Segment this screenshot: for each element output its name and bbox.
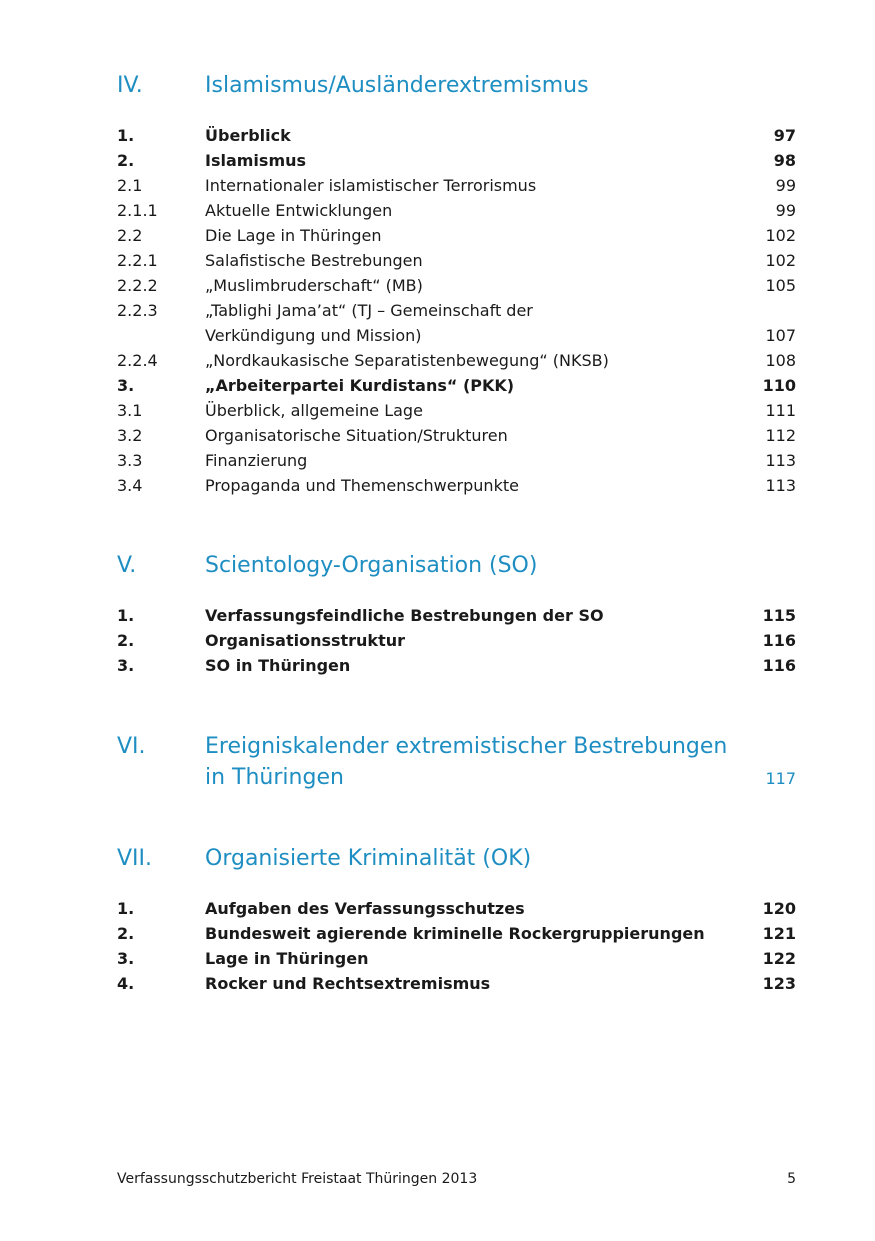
footer-title: Verfassungsschutzbericht Freistaat Thüringen 2013	[117, 1171, 478, 1187]
entry-title: Finanzierung	[205, 451, 308, 470]
entry-title: Propaganda und Themenschwerpunkte	[205, 476, 519, 495]
entry-title: Islamismus	[205, 151, 307, 170]
entry-title: „Tablighi Jama’at“ (TJ – Gemeinschaft der	[205, 301, 533, 320]
entry-page: 120	[762, 899, 796, 918]
entry-page: 107	[765, 326, 796, 345]
page-number: 5	[787, 1171, 796, 1187]
entry-number: 2.1.1	[117, 201, 158, 220]
entry-number: 4.	[117, 974, 135, 993]
toc-entry-continuation[interactable]	[117, 323, 796, 348]
chapter-title: Organisierte Kriminalität (OK)	[205, 846, 532, 871]
entry-number: 3.	[117, 656, 135, 675]
entry-number: 2.2	[117, 226, 143, 245]
chapter-number: V.	[117, 553, 137, 578]
toc-entry[interactable]	[117, 473, 796, 498]
chapter-title-line: in Thüringen	[205, 765, 344, 790]
entry-title: Rocker und Rechtsextremismus	[205, 974, 491, 993]
entry-number: 2.	[117, 631, 135, 650]
entry-page: 102	[765, 251, 796, 270]
entry-title: Aufgaben des Verfassungsschutzes	[205, 899, 525, 918]
chapter-number: IV.	[117, 73, 143, 98]
chapter-heading	[117, 70, 796, 101]
chapter-title	[205, 731, 736, 793]
chapter-title-line: Ereigniskalender extremistischer Bestrebungen	[205, 734, 728, 759]
entry-page: 113	[765, 476, 796, 495]
toc-entry[interactable]	[117, 198, 796, 223]
entry-title: Überblick	[205, 126, 291, 145]
toc-entry[interactable]	[117, 298, 796, 323]
entry-number: 1.	[117, 606, 135, 625]
page-footer	[117, 1169, 796, 1189]
entry-number: 3.4	[117, 476, 143, 495]
entry-number: 3.2	[117, 426, 143, 445]
entry-page: 98	[773, 151, 796, 170]
chapter-title: Islamismus/Ausländerextremismus	[205, 73, 589, 98]
entry-number: 3.1	[117, 401, 143, 420]
chapter-vii	[117, 843, 796, 996]
entry-number: 2.	[117, 151, 135, 170]
entry-title: Salafistische Bestrebungen	[205, 251, 423, 270]
entry-title: Überblick, allgemeine Lage	[205, 401, 423, 420]
entry-title: „Nordkaukasische Separatistenbewegung“ (NKSB)	[205, 351, 609, 370]
toc-entry[interactable]	[117, 148, 796, 173]
chapter-number: VII.	[117, 846, 153, 871]
toc-entry[interactable]	[117, 273, 796, 298]
chapter-heading	[117, 550, 796, 581]
entry-page	[736, 298, 796, 323]
entry-number: 1.	[117, 899, 135, 918]
toc-entry[interactable]	[117, 173, 796, 198]
entry-page: 102	[765, 226, 796, 245]
entry-page: 116	[762, 656, 796, 675]
entry-page: 110	[762, 376, 796, 395]
entry-number: 2.2.4	[117, 351, 158, 370]
toc-entry[interactable]	[117, 223, 796, 248]
toc-entry[interactable]	[117, 603, 796, 628]
entry-number: 2.1	[117, 176, 143, 195]
toc-entry[interactable]	[117, 921, 796, 946]
entry-page: 116	[762, 631, 796, 650]
toc-entry[interactable]	[117, 896, 796, 921]
entry-title: „Arbeiterpartei Kurdistans“ (PKK)	[205, 376, 515, 395]
toc-entry[interactable]	[117, 628, 796, 653]
toc-entry[interactable]	[117, 373, 796, 398]
chapter-page: 117	[765, 769, 796, 788]
entry-title: Internationaler islamistischer Terrorismus	[205, 176, 537, 195]
entry-page: 108	[765, 351, 796, 370]
entry-page: 97	[773, 126, 796, 145]
entry-page: 112	[765, 426, 796, 445]
entry-page: 105	[765, 276, 796, 295]
entry-title: SO in Thüringen	[205, 656, 351, 675]
chapter-heading	[117, 731, 796, 793]
entry-number: 3.3	[117, 451, 143, 470]
entry-title: Organisatorische Situation/Strukturen	[205, 426, 508, 445]
entry-page: 99	[775, 176, 796, 195]
entry-page: 113	[765, 451, 796, 470]
entry-title: „Muslimbruderschaft“ (MB)	[205, 276, 423, 295]
entry-page: 123	[762, 974, 796, 993]
chapter-v	[117, 550, 796, 678]
entry-title: Organisationsstruktur	[205, 631, 405, 650]
toc-entry[interactable]	[117, 448, 796, 473]
toc-entry[interactable]	[117, 398, 796, 423]
entry-number: 3.	[117, 376, 135, 395]
toc-entry[interactable]	[117, 653, 796, 678]
entry-title: Verkündigung und Mission)	[205, 326, 422, 345]
toc-entry[interactable]	[117, 248, 796, 273]
chapter-vi[interactable]	[117, 731, 796, 793]
toc-entry[interactable]	[117, 423, 796, 448]
entry-number: 2.2.3	[117, 301, 158, 320]
entry-title: Bundesweit agierende kriminelle Rockergruppierungen	[205, 924, 705, 943]
entry-page: 122	[762, 949, 796, 968]
chapter-entries	[117, 123, 796, 498]
chapter-number: VI.	[117, 734, 146, 759]
entry-number: 3.	[117, 949, 135, 968]
entry-page: 99	[775, 201, 796, 220]
toc-entry[interactable]	[117, 946, 796, 971]
chapter-iv	[117, 70, 796, 498]
chapter-heading	[117, 843, 796, 874]
entry-page: 111	[765, 401, 796, 420]
chapter-entries	[117, 896, 796, 996]
entry-number: 2.	[117, 924, 135, 943]
entry-title: Lage in Thüringen	[205, 949, 369, 968]
chapter-entries	[117, 603, 796, 678]
toc-entry[interactable]	[117, 123, 796, 148]
entry-title: Die Lage in Thüringen	[205, 226, 382, 245]
entry-number: 2.2.2	[117, 276, 158, 295]
entry-title: Verfassungsfeindliche Bestrebungen der SO	[205, 606, 604, 625]
toc-entry[interactable]	[117, 971, 796, 996]
toc-entry[interactable]	[117, 348, 796, 373]
entry-title: Aktuelle Entwicklungen	[205, 201, 393, 220]
entry-page: 115	[762, 606, 796, 625]
entry-number: 1.	[117, 126, 135, 145]
entry-page: 121	[762, 924, 796, 943]
entry-number: 2.2.1	[117, 251, 158, 270]
chapter-title: Scientology-Organisation (SO)	[205, 553, 538, 578]
